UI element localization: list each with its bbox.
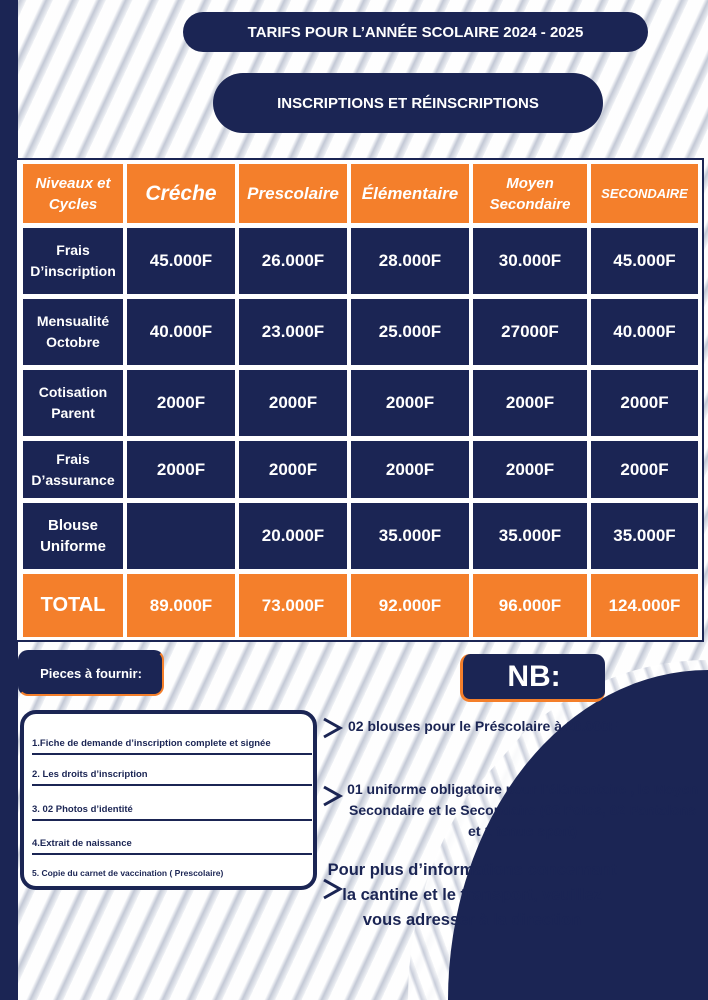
row-label-mensualite: Mensualité Octobre <box>23 299 123 365</box>
table-cell: 40.000F <box>127 299 235 365</box>
table-cell: 40.000F <box>591 299 698 365</box>
nb-note-blouses: 02 blouses pour le Préscolaire à 20.000F <box>348 718 618 734</box>
list-item: 5. Copie du carnet de vaccination ( Prescolaire) <box>32 868 224 878</box>
table-cell: 30.000F <box>473 228 587 294</box>
list-item: 1.Fiche de demande d’inscription complete et signée <box>32 738 312 755</box>
table-cell: 35.000F <box>473 503 587 569</box>
total-cell: 73.000F <box>239 574 347 637</box>
table-cell <box>127 503 235 569</box>
table-cell: 2000F <box>591 441 698 498</box>
table-cell: 26.000F <box>239 228 347 294</box>
chevron-right-icon <box>320 783 346 809</box>
total-cell: 96.000F <box>473 574 587 637</box>
row-label-frais-inscription: Frais D’inscription <box>23 228 123 294</box>
pieces-title: Pieces à fournir: <box>18 650 164 696</box>
table-cell: 2000F <box>473 441 587 498</box>
total-cell: 92.000F <box>351 574 469 637</box>
total-cell: 89.000F <box>127 574 235 637</box>
nb-note-informations: Pour plus d’informations concernant la cantine et le transport, veuillez vous adresser à la direction <box>327 861 617 929</box>
row-label-cotisation-parent: Cotisation Parent <box>23 370 123 436</box>
table-cell: 2000F <box>351 441 469 498</box>
table-cell: 45.000F <box>591 228 698 294</box>
table-cell: 20.000F <box>239 503 347 569</box>
column-header-prescolaire: Prescolaire <box>239 164 347 223</box>
list-item: 2. Les droits d’inscription <box>32 769 312 786</box>
nb-note-uniforme: 01 uniforme obligatoire pour l’élémentaire , le Moyen Secondaire et le Secondaire (02 Polos, 02 Pantalons et 1 tenue sport) <box>347 781 698 839</box>
column-header-elementaire: Élémentaire <box>351 164 469 223</box>
row-label-frais-assurance: Frais D’assurance <box>23 441 123 498</box>
row-label-blouse-uniforme: Blouse Uniforme <box>23 503 123 569</box>
page-title: TARIFS POUR L’ANNÉE SCOLAIRE 2024 - 2025 <box>183 12 648 52</box>
table-cell: 2000F <box>473 370 587 436</box>
table-cell: 2000F <box>127 370 235 436</box>
tariff-table <box>15 158 704 642</box>
table-cell: 23.000F <box>239 299 347 365</box>
column-header-levels: Niveaux et Cycles <box>23 164 123 223</box>
table-cell: 45.000F <box>127 228 235 294</box>
table-cell: 2000F <box>239 441 347 498</box>
table-cell: 35.000F <box>591 503 698 569</box>
column-header-creche: Créche <box>127 164 235 223</box>
total-cell: 124.000F <box>591 574 698 637</box>
table-cell: 2000F <box>351 370 469 436</box>
column-header-moyen-secondaire: Moyen Secondaire <box>473 164 587 223</box>
list-item: 4.Extrait de naissance <box>32 838 312 855</box>
nb-title: NB: <box>460 654 605 702</box>
table-cell: 27000F <box>473 299 587 365</box>
page-subtitle: INSCRIPTIONS ET RÉINSCRIPTIONS <box>213 73 603 133</box>
table-cell: 35.000F <box>351 503 469 569</box>
table-cell: 2000F <box>127 441 235 498</box>
row-label-total: TOTAL <box>23 574 123 637</box>
documents-list <box>20 710 317 890</box>
table-cell: 2000F <box>239 370 347 436</box>
table-cell: 2000F <box>591 370 698 436</box>
chevron-right-icon <box>320 715 346 741</box>
table-cell: 25.000F <box>351 299 469 365</box>
list-item: 3. 02 Photos d’identité <box>32 804 312 821</box>
table-cell: 28.000F <box>351 228 469 294</box>
column-header-secondaire: SECONDAIRE <box>591 164 698 223</box>
